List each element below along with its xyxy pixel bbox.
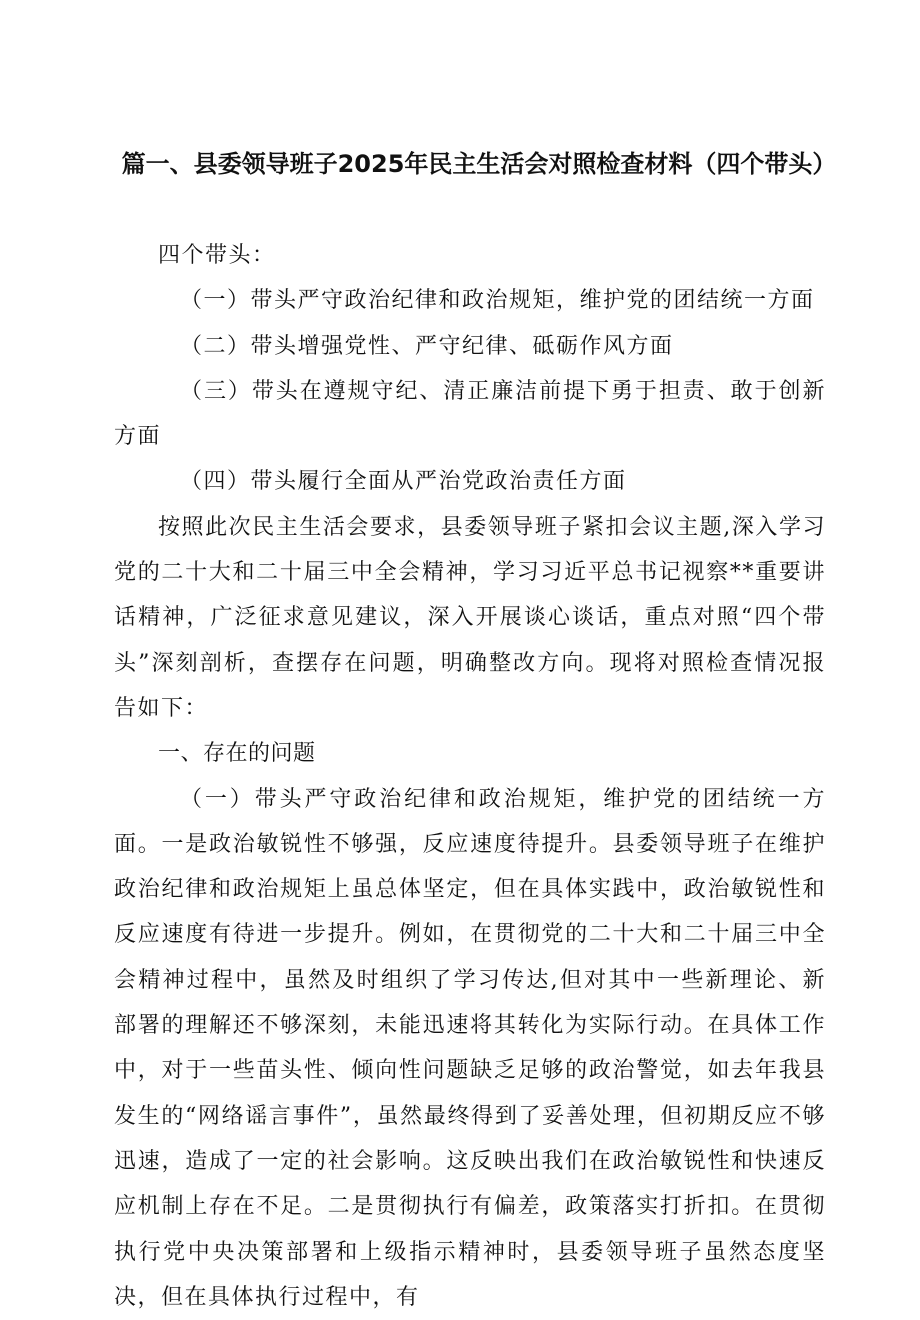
document-title: 篇一、县委领导班子2025年民主生活会对照检查材料（四个带头） — [121, 150, 837, 178]
intro-label: 四个带头： — [158, 243, 276, 268]
section-heading: 一、存在的问题 — [158, 741, 316, 767]
list-item: （二）带头增强党性、严守纪律、砥砺作风方面 — [180, 333, 674, 359]
section-paragraph: （一）带头严守政治纪律和政治规矩，维护党的团结统一方面。一是政治敏锐性不够强，反应速度待提升。县委领导班子在维护政治纪律和政治规矩上虽总体坚定，但在具体实践中，政治敏锐性和反应速度有待进一步提升。例如，在贯彻党的二十大和二十届三中全会精神过程中，虽然及时组织了学习传达,但对其中一些新理论、新部署的理解还不够深刻，未能迅速将其转化为实际行动。在具体工作中，对于一些苗头性、倾向性问题缺乏足够的政治警觉，如去年我县发生的“网络谣言事件”，虽然最终得到了妥善处理，但初期反应不够迅速，造成了一定的社会影响。这反映出我们在政治敏锐性和快速反应机制上存在不足。二是贯彻执行有偏差，政策落实打折扣。在贯彻执行党中央决策部署和上级指示精神时，县委领导班子虽然态度坚决，但在具体执行过程中，有 — [114, 786, 826, 1310]
document-body — [114, 233, 826, 1320]
list-item: （四）带头履行全面从严治党政治责任方面 — [180, 469, 627, 495]
intro-paragraph: 按照此次民主生活会要求，县委领导班子紧扣会议主题,深入学习党的二十大和二十届三中全会精神，学习习近平总书记视察**重要讲话精神，广泛征求意见建议，深入开展谈心谈话，重点对照“四个带头”深刻剖析，查摆存在问题，明确整改方向。现将对照检查情况报告如下： — [114, 514, 826, 721]
list-item: （三）带头在遵规守纪、清正廉洁前提下勇于担责、敢于创新方面 — [114, 378, 826, 450]
list-item: （一）带头严守政治纪律和政治规矩，维护党的团结统一方面 — [180, 288, 815, 314]
